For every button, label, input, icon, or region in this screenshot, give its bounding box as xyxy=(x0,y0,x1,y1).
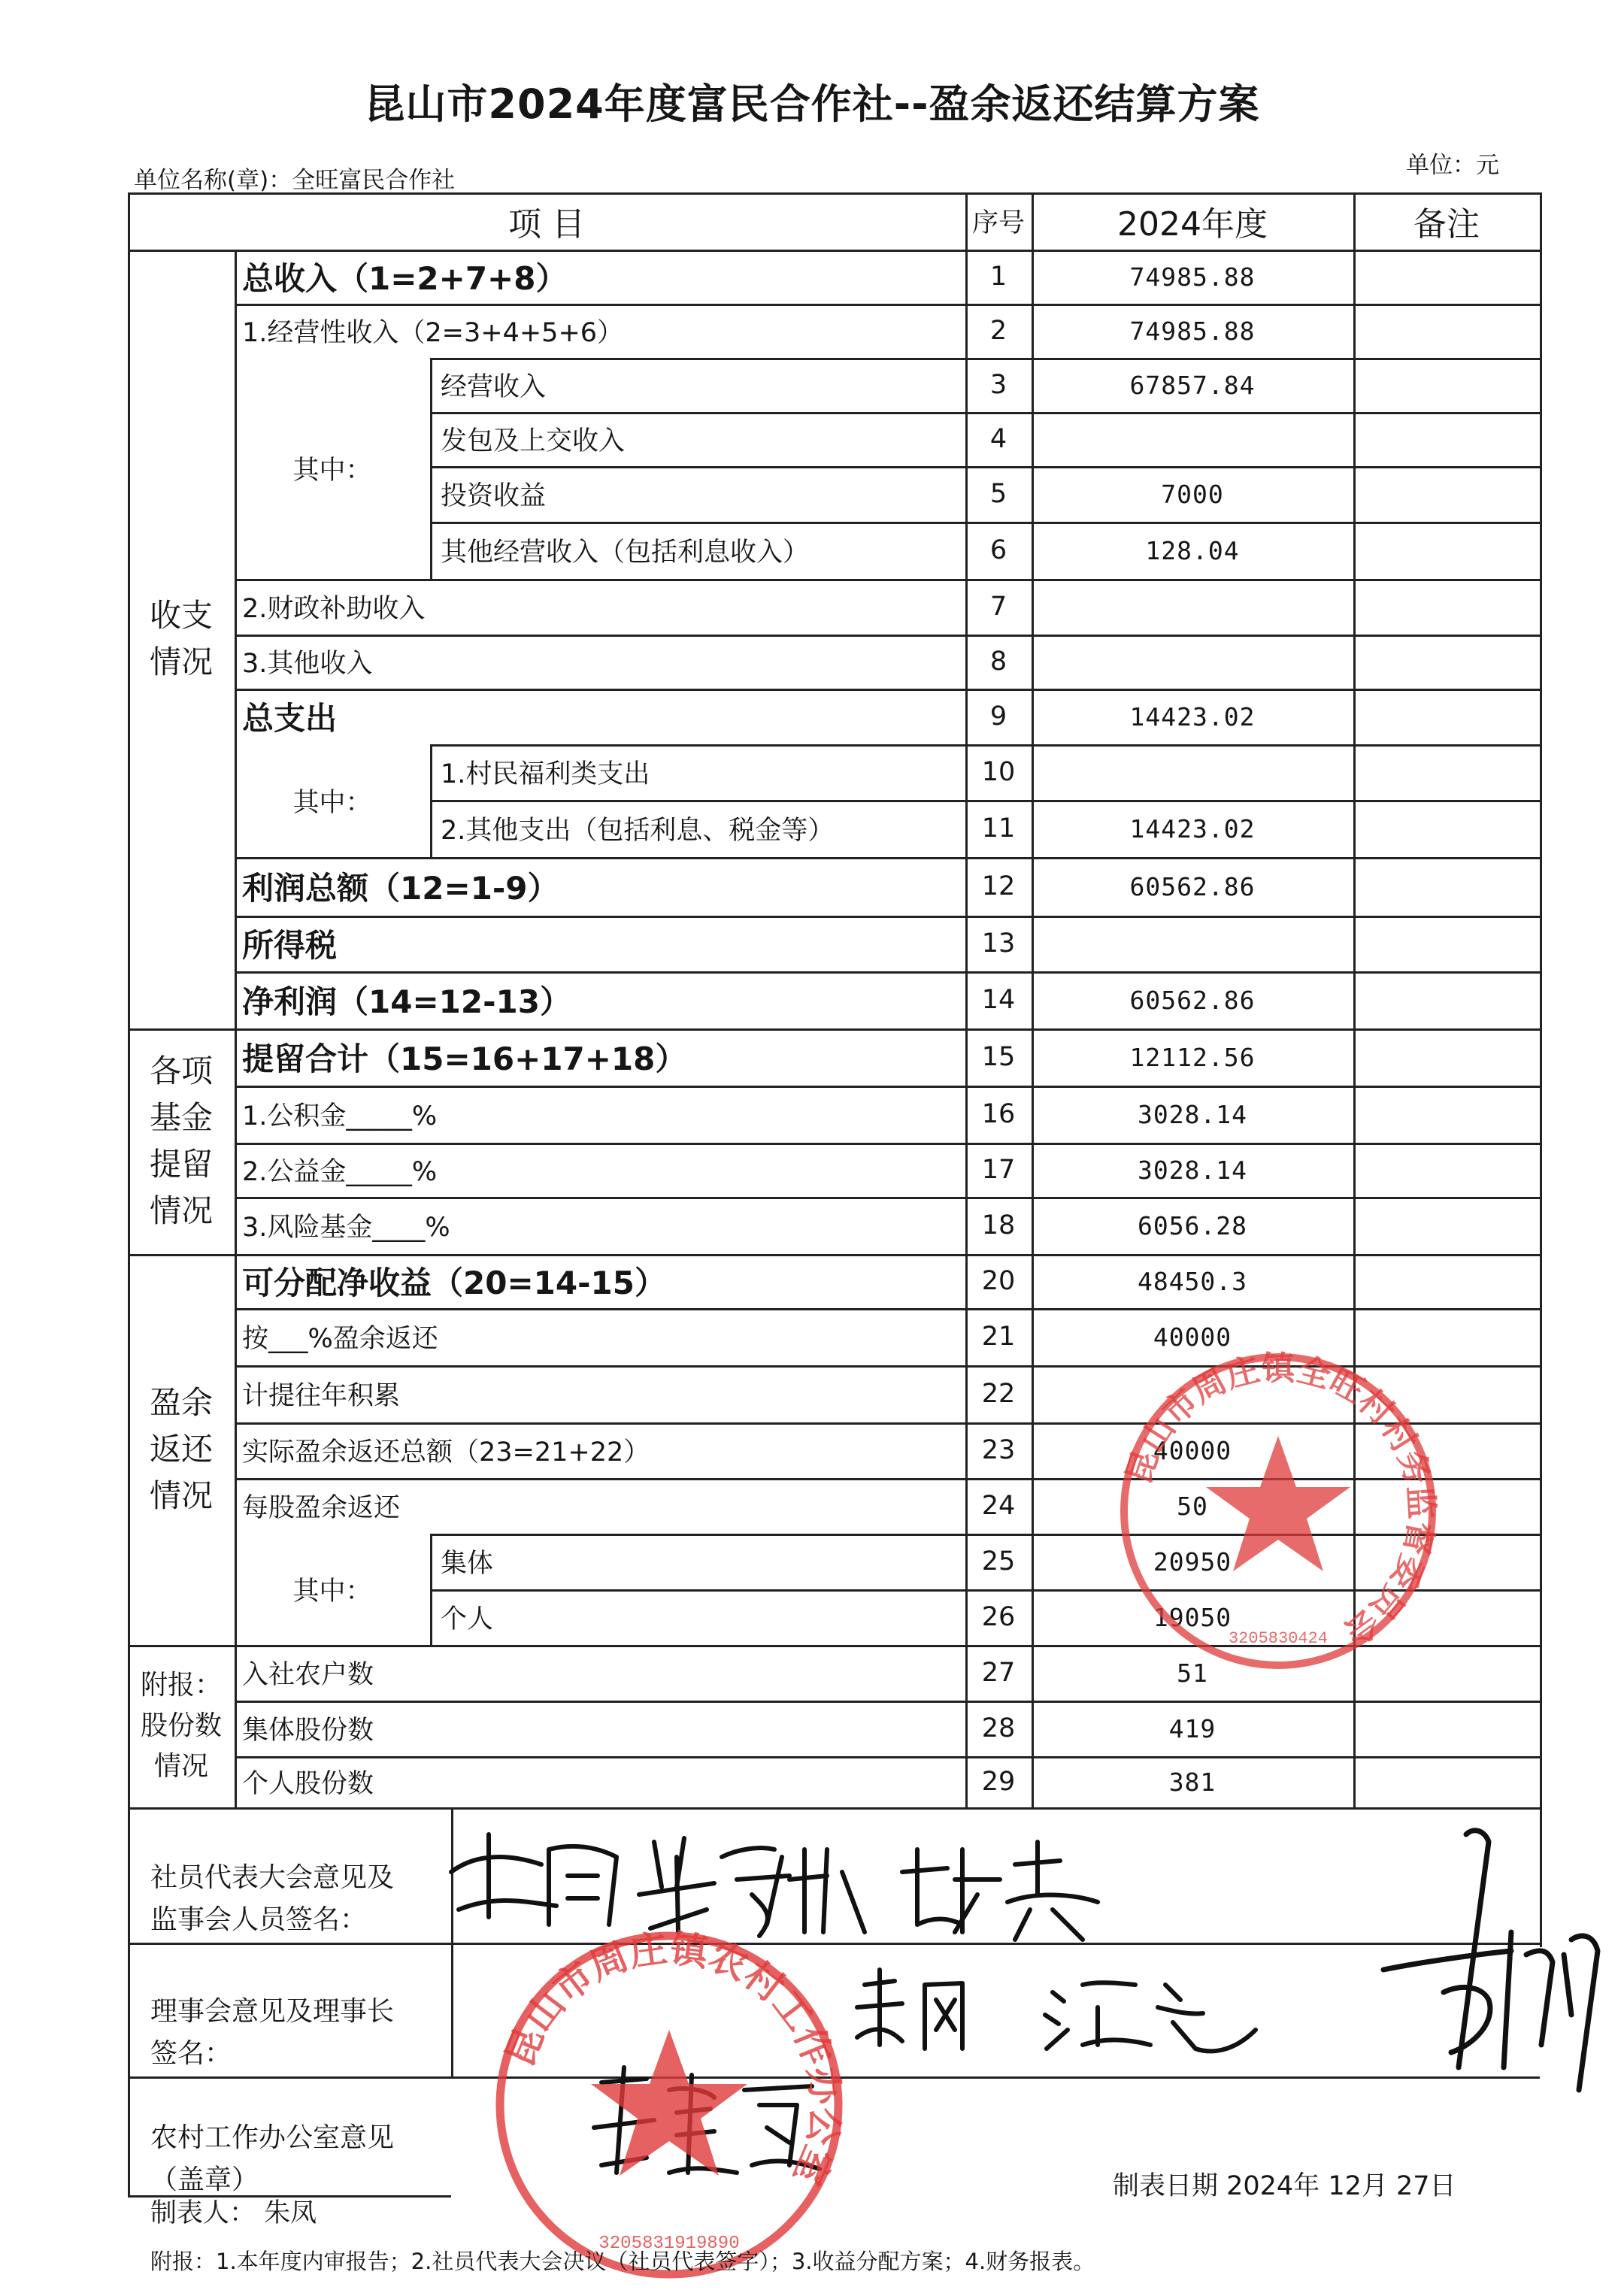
preparer: 制表人： 朱凤 xyxy=(150,2198,317,2228)
cooperative-seal xyxy=(1113,1346,1444,1677)
row-value: 128.04 xyxy=(1145,535,1240,565)
row-seq: 16 xyxy=(981,1099,1016,1129)
row-seq: 27 xyxy=(981,1658,1016,1688)
row-label: 经营收入 xyxy=(441,372,547,402)
table-rule xyxy=(128,1807,130,2195)
row-label: 3.风险基金____% xyxy=(242,1213,450,1243)
row-seq: 3 xyxy=(989,370,1007,400)
office-opinion-label: 农村工作办公室意见 （盖章） xyxy=(150,2122,395,2195)
row-seq: 22 xyxy=(981,1379,1016,1409)
section-income-expense: 收支 情况 xyxy=(149,597,213,680)
svg-text:3205830424: 3205830424 xyxy=(1228,1629,1329,1648)
row-seq: 12 xyxy=(981,871,1016,901)
row-label: 实际盈余返还总额（23=21+22） xyxy=(242,1437,650,1468)
row-label: 个人 xyxy=(441,1604,494,1634)
row-seq: 2 xyxy=(989,316,1007,346)
prepare-date: 制表日期 2024年 12月 27日 xyxy=(1113,2171,1456,2201)
row-label: 集体 xyxy=(441,1549,494,1579)
row-seq: 29 xyxy=(981,1767,1016,1797)
row-value: 74985.88 xyxy=(1129,262,1256,292)
row-label: 1.经营性收入（2=3+4+5+6） xyxy=(242,318,624,348)
row-label: 计提往年积累 xyxy=(242,1381,401,1411)
row-remark xyxy=(1353,1701,1540,1756)
row-remark xyxy=(1353,250,1540,304)
table-rule xyxy=(430,358,432,579)
row-value xyxy=(1032,579,1353,635)
row-label: 提留合计（15=16+17+18） xyxy=(242,1040,687,1077)
row-value: 19050 xyxy=(1153,1602,1232,1632)
row-seq: 11 xyxy=(981,813,1016,844)
row-remark xyxy=(1353,579,1540,635)
row-seq: 10 xyxy=(981,757,1016,787)
row-value: 14423.02 xyxy=(1129,701,1256,732)
sub-label-return-breakdown: 其中： xyxy=(292,1577,372,1607)
header-remark: 备注 xyxy=(1413,205,1480,244)
row-value: 6056.28 xyxy=(1137,1210,1248,1240)
row-remark xyxy=(1353,689,1540,744)
table-rule xyxy=(1540,192,1542,1807)
row-seq: 14 xyxy=(981,985,1016,1015)
row-label: 总收入（1=2+7+8） xyxy=(242,260,568,297)
members-opinion-label: 社员代表大会意见及 监事会人员签名： xyxy=(150,1862,395,1935)
sub-label-expense-breakdown: 其中： xyxy=(292,788,372,818)
row-label: 1.村民福利类支出 xyxy=(441,759,650,789)
row-seq: 28 xyxy=(981,1713,1016,1743)
row-remark xyxy=(1353,635,1540,689)
row-seq: 24 xyxy=(981,1491,1016,1521)
row-seq: 6 xyxy=(989,535,1007,565)
office-seal xyxy=(489,1925,850,2285)
row-label: 每股盈余返还 xyxy=(242,1493,401,1523)
row-value: 3028.14 xyxy=(1137,1099,1248,1129)
row-value: 14423.02 xyxy=(1129,813,1256,844)
row-value xyxy=(1032,916,1353,971)
row-remark xyxy=(1353,1028,1540,1086)
row-label: 1.公积金_____% xyxy=(242,1101,438,1131)
row-seq: 25 xyxy=(981,1546,1016,1577)
row-remark xyxy=(1353,800,1540,857)
row-seq: 15 xyxy=(981,1042,1016,1072)
section-appendix: 附报： 股份数 情况 xyxy=(140,1670,222,1782)
row-label: 利润总额（12=1-9） xyxy=(242,870,559,907)
row-label: 入社农户数 xyxy=(242,1660,374,1690)
row-label: 总支出 xyxy=(242,700,338,737)
row-label: 发包及上交收入 xyxy=(441,426,626,456)
board-opinion-label: 理事会意见及理事长 签名： xyxy=(150,1996,395,2069)
svg-text:昆山市周庄镇农村工作办公室: 昆山市周庄镇农村工作办公室 xyxy=(498,1927,847,2191)
row-remark xyxy=(1353,916,1540,971)
row-seq: 20 xyxy=(981,1266,1016,1296)
row-seq: 9 xyxy=(989,701,1007,732)
row-remark xyxy=(1353,1086,1540,1143)
row-value: 40000 xyxy=(1153,1435,1232,1465)
row-remark xyxy=(1353,304,1540,358)
row-value: 12112.56 xyxy=(1129,1042,1256,1072)
table-rule xyxy=(128,1943,451,1945)
row-value: 51 xyxy=(1177,1658,1208,1688)
row-value: 67857.84 xyxy=(1129,370,1256,400)
header-year: 2024年度 xyxy=(1117,205,1268,244)
row-label: 净利润（14=12-13） xyxy=(242,983,571,1020)
row-seq: 4 xyxy=(989,424,1007,454)
row-seq: 1 xyxy=(989,262,1007,292)
row-seq: 7 xyxy=(989,592,1007,622)
row-label: 集体股份数 xyxy=(242,1716,374,1746)
row-remark xyxy=(1353,412,1540,466)
row-seq: 26 xyxy=(981,1602,1016,1632)
svg-text:3205831919890: 3205831919890 xyxy=(598,2234,740,2254)
row-value: 60562.86 xyxy=(1129,871,1256,901)
row-label: 2.财政补助收入 xyxy=(242,594,426,624)
row-remark xyxy=(1353,1254,1540,1308)
row-seq: 8 xyxy=(989,647,1007,677)
page-title: 昆山市2024年度富民合作社--盈余返还结算方案 xyxy=(364,80,1260,128)
row-value xyxy=(1032,412,1353,466)
row-remark xyxy=(1353,358,1540,412)
header-item: 项 目 xyxy=(508,205,585,244)
row-value: 50 xyxy=(1177,1491,1208,1521)
sub-label-income-breakdown: 其中： xyxy=(292,456,372,486)
row-value: 419 xyxy=(1168,1713,1216,1743)
row-seq: 13 xyxy=(981,928,1016,959)
row-label: 所得税 xyxy=(242,927,338,964)
row-remark xyxy=(1353,1756,1540,1807)
row-value: 48450.3 xyxy=(1137,1266,1248,1296)
row-label: 3.其他收入 xyxy=(242,649,373,679)
row-seq: 5 xyxy=(989,479,1007,509)
row-label: 投资收益 xyxy=(441,481,547,511)
row-label: 2.其他支出（包括利息、税金等） xyxy=(441,816,835,846)
row-seq: 17 xyxy=(981,1155,1016,1185)
row-value: 7000 xyxy=(1161,479,1224,509)
row-seq: 21 xyxy=(981,1322,1016,1352)
row-seq: 23 xyxy=(981,1435,1016,1465)
chairman-signature xyxy=(1323,1819,1624,2105)
row-remark xyxy=(1353,466,1540,522)
row-value xyxy=(1032,635,1353,689)
row-value: 3028.14 xyxy=(1137,1155,1248,1185)
unit-name: 单位名称(章)：全旺富民合作社 xyxy=(134,167,456,194)
row-value: 74985.88 xyxy=(1129,316,1256,346)
unit-label: 单位：元 xyxy=(1406,152,1499,179)
row-remark xyxy=(1353,522,1540,579)
row-remark xyxy=(1353,1197,1540,1254)
row-value: 40000 xyxy=(1153,1322,1232,1352)
row-label: 按___%盈余返还 xyxy=(242,1324,438,1354)
row-value: 60562.86 xyxy=(1129,985,1256,1015)
row-label: 个人股份数 xyxy=(242,1769,374,1799)
board-signature xyxy=(850,1955,1286,2067)
row-label: 可分配净收益（20=14-15） xyxy=(242,1265,666,1301)
header-seq: 序号 xyxy=(971,208,1025,238)
row-label: 2.公益金_____% xyxy=(242,1157,438,1187)
section-funds: 各项 基金 提留 情况 xyxy=(149,1053,213,1229)
row-remark xyxy=(1353,1143,1540,1197)
svg-text:昆山市周庄镇全旺村村务监督委员会: 昆山市周庄镇全旺村村务监督委员会 xyxy=(1120,1349,1440,1652)
row-value xyxy=(1032,744,1353,800)
row-label: 其他经营收入（包括利息收入） xyxy=(441,538,810,568)
row-remark xyxy=(1353,971,1540,1028)
row-seq: 18 xyxy=(981,1210,1016,1240)
row-remark xyxy=(1353,744,1540,800)
row-value: 381 xyxy=(1168,1767,1216,1797)
attachments-note: 附报：1.本年度内审报告；2.社员代表大会决议（社员代表签字）；3.收益分配方案；4.财务报表。 xyxy=(150,2249,1095,2274)
row-remark xyxy=(1353,857,1540,916)
section-surplus: 盈余 返还 情况 xyxy=(149,1384,213,1514)
row-value: 20950 xyxy=(1153,1546,1232,1577)
